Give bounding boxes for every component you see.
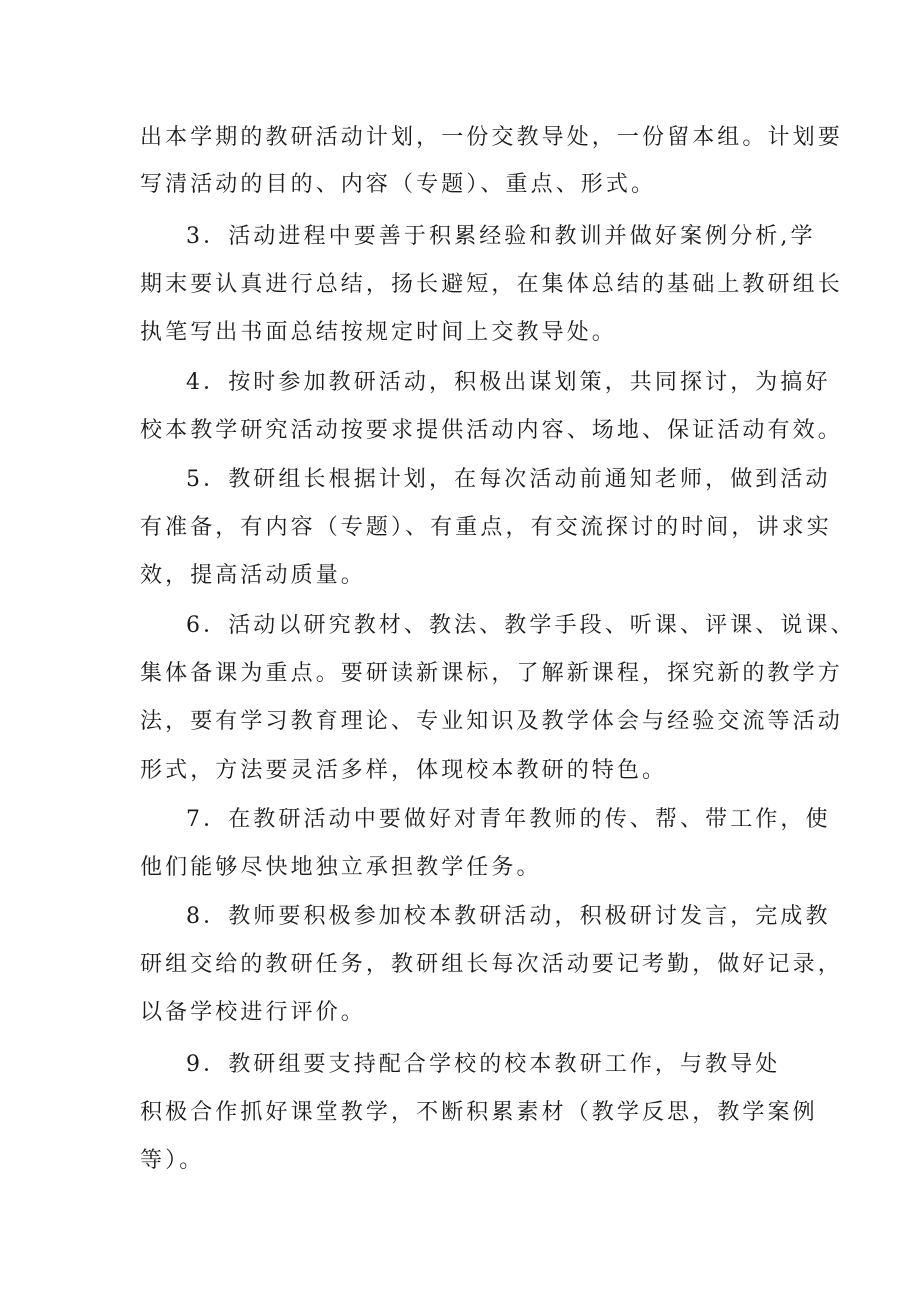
text-line: 写清活动的目的、内容（专题）、重点、形式。 (140, 172, 657, 197)
paragraph-5-first-line: 5．教研组长根据计划，在每次活动前通知老师，做到活动 (186, 467, 831, 492)
text-line: 研组交给的教研任务，教研组长每次活动要记考勤，做好记录， (140, 952, 843, 977)
paragraph-8-first-line: 8．教师要积极参加校本教研活动，积极研讨发言，完成教 (186, 904, 831, 929)
text-line: 等）。 (140, 1148, 205, 1173)
text-line: 形式，方法要灵活多样，体现校本教研的特色。 (140, 758, 668, 783)
text-line: 效，提高活动质量。 (140, 563, 366, 588)
paragraph-4-first-line: 4．按时参加教研活动，积极出谋划策，共同探讨，为搞好 (186, 370, 831, 395)
text-line: 积极合作抓好课堂教学，不断积累素材（教学反思，教学案例 (140, 1100, 818, 1125)
paragraph-3-first-line: 3．活动进程中要善于积累经验和教训并做好案例分析,学 (186, 224, 816, 249)
text-line: 有准备，有内容（专题）、有重点，有交流探讨的时间，讲求实 (140, 515, 832, 540)
text-line: 期末要认真进行总结，扬长避短，在集体总结的基础上教研组长 (140, 272, 843, 297)
text-line: 校本教学研究活动按要求提供活动内容、场地、保证活动有效。 (140, 418, 843, 443)
text-line: 他们能够尽快地独立承担教学任务。 (140, 855, 542, 880)
text-line: 出本学期的教研活动计划，一份交教导处，一份留本组。计划要 (140, 125, 843, 150)
text-line: 执笔写出书面总结按规定时间上交教导处。 (140, 320, 617, 345)
paragraph-7-first-line: 7．在教研活动中要做好对青年教师的传、帮、带工作，使 (186, 807, 831, 832)
text-line: 法，要有学习教育理论、专业知识及教学体会与经验交流等活动 (140, 709, 843, 734)
paragraph-6-first-line: 6．活动以研究教材、教法、教学手段、听课、评课、说课、 (186, 613, 856, 638)
text-line: 集体备课为重点。要研读新课标，了解新课程，探究新的教学方 (140, 661, 843, 686)
text-line: 以备学校进行评价。 (140, 1000, 366, 1025)
paragraph-9-first-line: 9．教研组要支持配合学校的校本教研工作，与教导处 (186, 1052, 781, 1077)
